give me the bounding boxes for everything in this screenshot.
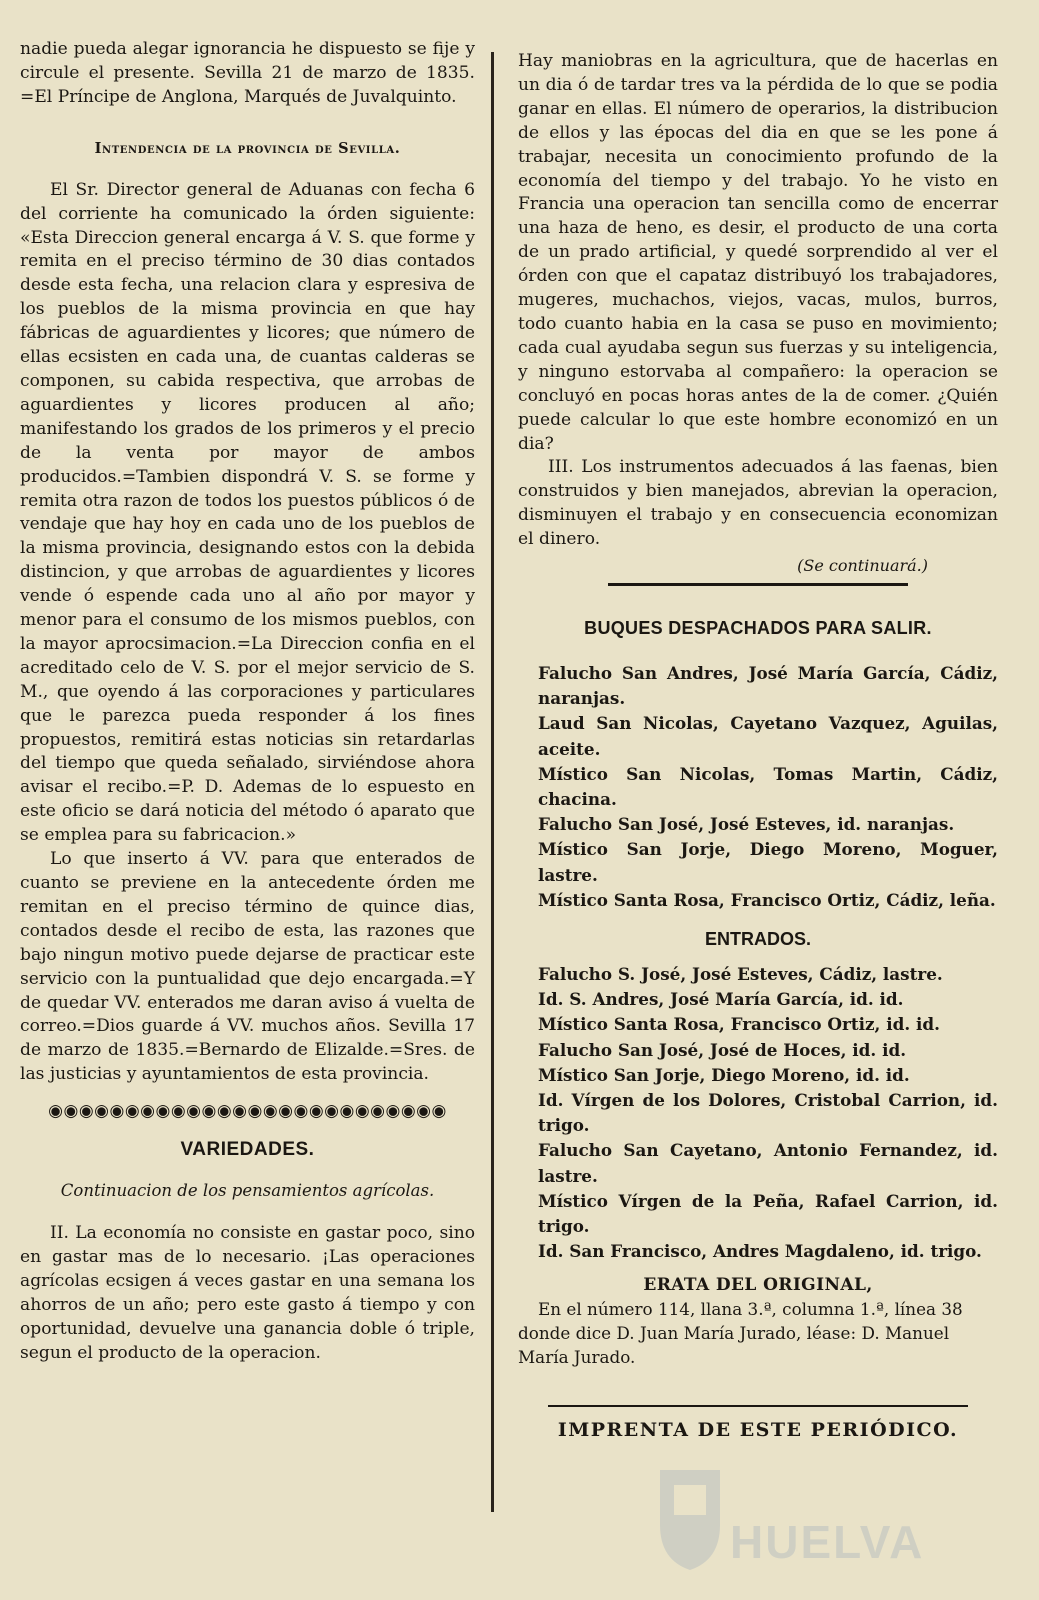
erata-title: ERATA DEL ORIGINAL, [643, 1274, 873, 1295]
imprenta-footer: IMPRENTA DE ESTE PERIÓDICO. [557, 1418, 959, 1441]
left-paragraph-orden: El Sr. Director general de Aduanas con fecha 6 del corriente ha comunicado la órden siguiente: «Esta Direccion general encarga á V. S. que forme y remita en el preciso término de 30 dias contados desde esta fecha, una relacion clara y espresiva de los pueblos de la misma provincia en que hay fábricas de aguardientes y licores; que número de ellas ecsisten en cada una, de cuantas calderas se componen, su cabida respectiva, que arrobas de aguardientes y licores producen al año; manifestando los grados de los primeros y el precio de la venta por mayor de ambos producidos.=Tambien dispondrá V. S. se forme y remita otra razon de todos los puestos públicos ó de vendaje que hay hoy en cada uno de los pueblos de la misma provincia, designando estos con la debida distincion, y que arrobas de aguardientes y licores vende ó espende cada uno al año por mayor y menor para el consumo de los mismos pueblos, con la mayor aprocsimacion.=La Direccion confia en el acreditado celo de V. S. por el mejor servicio de S. M., que oyendo á las corporaciones y particulares que le parezca pueda responder á los fines propuestos, remitirá estas noticias sin retardarlas del tiempo que queda señalado, sirviéndose ahora avisar el recibo.=P. D. Ademas de lo espuesto en este oficio se dará noticia del método ó aparato que se emplea para su fabricacion.» [20, 179, 475, 846]
list-item: Místico Vírgen de la Peña, Rafael Carrion, id. trigo. [538, 1190, 998, 1237]
heading-despachados: BUQUES DESPACHADOS PARA SALIR. [584, 618, 932, 639]
subtitle-pensamientos: Continuacion de los pensamientos agrícolas. [60, 1181, 435, 1201]
watermark-text: HUELVA [730, 1516, 925, 1568]
left-paragraph-economia: II. La economía no consiste en gastar poco, sino en gastar mas de lo necesario. ¡Las operaciones agrícolas ecsigen á veces gastar en una semana los ahorros de un año; pero este gasto á tiempo y con oportunidad, devuelve una ganancia doble ó triple, segun el producto de la operacion. [20, 1223, 475, 1363]
list-item: Falucho San José, José Esteves, id. naranjas. [538, 814, 955, 835]
heading-entrados: ENTRADOS. [704, 929, 811, 950]
list-item: Id. San Francisco, Andres Magdaleno, id. trigo. [538, 1241, 982, 1262]
list-item: Místico Santa Rosa, Francisco Ortiz, id. id. [538, 1014, 940, 1035]
right-paragraph-instrumentos: III. Los instrumentos adecuados á las faenas, bien construidos y bien manejados, abrevian la operacion, disminuyen el trabajo y en consecuencia economizan el dinero. [518, 457, 998, 550]
list-item: Místico San Jorje, Diego Moreno, id. id. [538, 1064, 910, 1085]
list-item: Místico San Jorje, Diego Moreno, Moguer, lastre. [538, 839, 998, 885]
right-column [518, 50, 998, 1441]
entrados-list [518, 962, 998, 1264]
ornament-divider: ◉◉◉◉◉◉◉◉◉◉◉◉◉◉◉◉◉◉◉◉◉◉◉◉◉◉ [48, 1101, 447, 1122]
column-divider [491, 52, 494, 1512]
left-paragraph-inserto: Lo que inserto á VV. para que enterados de cuanto se previene en la antecedente órden me remitan en el preciso término de quince dias, contados desde el recibo de esta, las razones que bajo ningun motivo puede dejarse de practicar este servicio con la puntualidad que dejo encargada.=Y de quedar VV. enterados me daran aviso á vuelta de correo.=Dios guarde á VV. muchos años. Sevilla 17 de marzo de 1835.=Bernardo de Elizalde.=Sres. de las justicias y ayuntamientos de esta provincia. [20, 849, 475, 1085]
erata-text: En el número 114, llana 3.ª, columna 1.ª, línea 38 donde dice D. Juan María Jurado, léase: D. Manuel María Jurado. [518, 1298, 963, 1367]
bottom-rule [548, 1405, 968, 1407]
list-item: Falucho S. José, José Esteves, Cádiz, lastre. [538, 964, 943, 985]
list-item: Falucho San Cayetano, Antonio Fernandez, id. lastre. [538, 1140, 998, 1186]
huelva-watermark [640, 1465, 960, 1575]
list-item: Laud San Nicolas, Cayetano Vazquez, Aguilas, aceite. [538, 713, 998, 759]
section-title-intendencia: Intendencia de la provincia de Sevilla. [94, 139, 401, 157]
list-item: Id. Vírgen de los Dolores, Cristobal Carrion, id. trigo. [538, 1090, 998, 1136]
continuara-note: (Se continuará.) [797, 556, 928, 576]
left-paragraph-1: nadie pueda alegar ignorancia he dispuesto se fije y circule el presente. Sevilla 21 de marzo de 1835. =El Príncipe de Anglona, Marqués de Juvalquinto. [20, 39, 475, 107]
list-item: Místico San Nicolas, Tomas Martin, Cádiz, chacina. [538, 763, 998, 810]
list-item: Id. S. Andres, José María García, id. id. [538, 989, 904, 1010]
list-item: Místico Santa Rosa, Francisco Ortiz, Cádiz, leña. [538, 889, 996, 910]
left-column [20, 38, 475, 1366]
section-title-variedades: VARIEDADES. [180, 1139, 315, 1161]
list-item: Falucho San José, José de Hoces, id. id. [538, 1039, 907, 1060]
list-item: Falucho San Andres, José María García, Cádiz, naranjas. [538, 663, 998, 709]
right-paragraph-maniobras: Hay maniobras en la agricultura, que de hacerlas en un dia ó de tardar tres va la pérdida de lo que se podia ganar en ellas. El número de operarios, la distribucion de ellos y las épocas del dia en que se les pone á trabajar, necesita un conocimiento profundo de la economía del tiempo y del trabajo. Yo he visto en Francia una operacion tan sencilla como de encerrar una haza de heno, es desir, el producto de una corta de un prado artificial, y quedé sorprendido al ver el órden con que el capataz distribuyó los trabajadores, mugeres, muchachos, viejos, vacas, mulos, burros, todo cuanto habia en la casa se puso en movimiento; cada cual ayudaba segun sus fuerzas y su inteligencia, y ninguno estorvaba al compañero: la operacion se concluyó en pocas horas antes de la de comer. ¿Quién puede calcular lo que este hombre economizó en un dia? [518, 51, 998, 454]
despachados-list [518, 661, 998, 913]
thick-rule [608, 583, 908, 586]
